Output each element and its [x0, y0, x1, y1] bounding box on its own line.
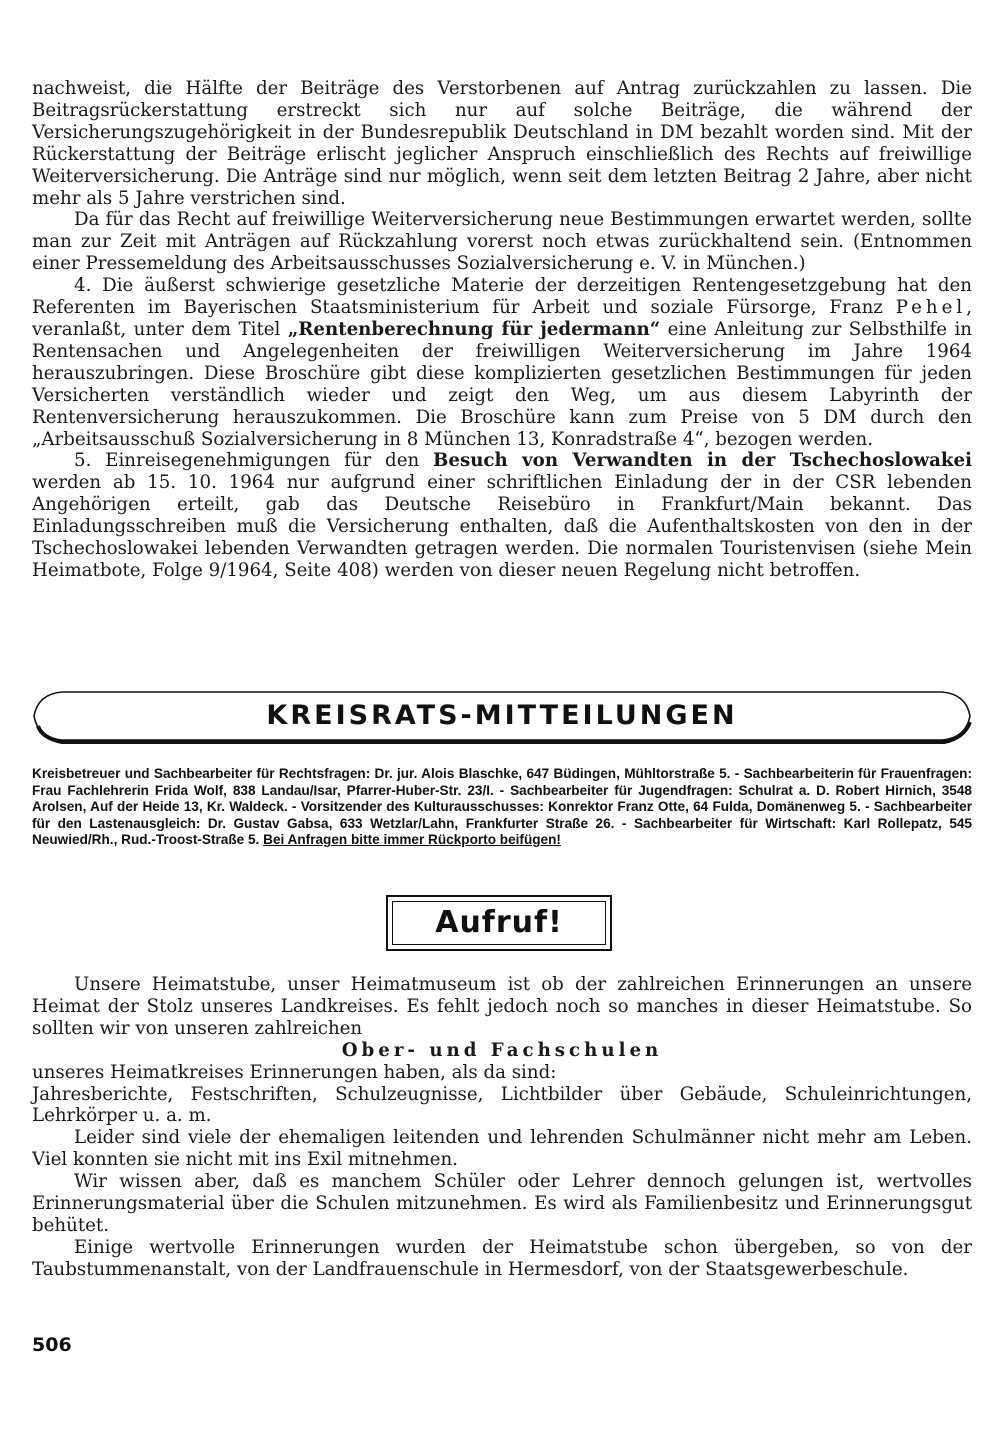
author-name: Pehel	[895, 297, 967, 319]
council-contacts: Kreisbetreuer und Sachbearbeiter für Rechtsfragen: Dr. jur. Alois Blaschke, 647 Büdingen, Mühltorstraße 5. - Sachbearbeiterin für Frauenfragen: Frau Fachlehrerin Frida Wolf, 838 Landau/Isar, Pfarrer-Huber-Str. 23/I. - Sachbearbeiter für Jugendfragen: Schulrat a. D. Robert Hirnich, 3548 Arolsen, Auf der Heide 13, Kr. Waldeck. - Vorsitzender des Kulturausschusses: Konrektor Franz Otte, 64 Fulda, Domänenweg 5. - Sachbearbeiter für den Lastenausgleich: Dr. Gustav Gabsa, 633 Wetzlar/Lahn, Frankfurter Straße 26. - Sachbearbeiter für Wirtschaft: Karl Rollepatz, 545 Neuwied/Rh., Rud.-Troost-Straße 5. Bei Anfragen bitte immer Rückporto beifügen!	[32, 766, 972, 848]
topic-burden-sharing: Lastenausgleich:	[89, 815, 201, 831]
appeal-paragraph-4: Leider sind viele der ehemaligen leitenden und lehrenden Schulmänner nicht mehr am Leben. Viel konnten sie nicht mit ins Exil mitnehmen.	[32, 1127, 972, 1171]
topic-culture: Kulturausschusses:	[413, 799, 544, 815]
topic-economy: Wirtschaft:	[765, 815, 837, 831]
appeal-heading: Aufruf!	[435, 905, 563, 940]
topic-women: Frauenfragen:	[880, 766, 972, 781]
banner-title: KREISRATS-MITTEILUNGEN	[266, 700, 738, 731]
appeal-subheading: Ober- und Fachschulen	[341, 1039, 663, 1061]
paragraph-visas: 5. Einreisegenehmigungen für den Besuch von Verwandten in der Tschechoslowakei werden ab 15. 10. 1964 nur aufgrund einer schriftlichen Einladung der in der CSR lebenden Angehörigen erteilt, gab das Deutsche Reisebüro in Frankfurt/Main bekannt. Das Einladungsschreiben muß die Versicherung enthalten, daß die Aufenthaltskosten von den in der Tschechoslowakei lebenden Verwandten getragen werden. Die normalen Touristenvisen (siehe Mein Heimatbote, Folge 9/1964, Seite 408) werden von dieser neuen Regelung nicht betroffen.	[32, 450, 972, 581]
topic-legal: Rechtsfragen:	[278, 766, 371, 781]
topic-youth: Jugendfragen:	[638, 782, 733, 798]
section-banner	[32, 688, 972, 744]
postage-note: Bei Anfragen bitte immer Rückporto beifügen!	[263, 832, 561, 848]
appeal-section	[32, 974, 972, 1281]
article-continuation	[32, 78, 972, 582]
article-body	[32, 78, 972, 582]
appeal-paragraph-6: Einige wertvolle Erinnerungen wurden der Heimatstube schon übergeben, so von der Taubstummenanstalt, von der Landfrauenschule in Hermesdorf, von der Staatsgewerbeschule.	[32, 1236, 972, 1280]
paragraph-caution: Da für das Recht auf freiwillige Weiterversicherung neue Bestimmungen erwartet werden, sollte man zur Zeit mit Anträgen auf Rückzahlung vorerst noch etwas zurückhaltend sein. (Entnommen einer Pressemeldung des Arbeitsausschusses Sozialversicherung e. V. in München.)	[32, 209, 972, 275]
appeal-paragraph-5: Wir wissen aber, daß es manchem Schüler oder Lehrer dennoch gelungen ist, wertvolles Erinnerungsmaterial über die Schulen mitzunehmen. Es wird als Familienbesitz und Erinnerungsgut behütet.	[32, 1171, 972, 1236]
brochure-title: „Rentenberechnung für jedermann“	[287, 318, 661, 340]
appeal-paragraph-2: unseres Heimatkreises Erinnerungen haben, als da sind:	[32, 1061, 557, 1083]
appeal-heading-box	[386, 895, 612, 951]
appeal-paragraph-3: Jahresberichte, Festschriften, Schulzeugnisse, Lichtbilder über Gebäude, Schuleinrichtungen, Lehrkörper u. a. m.	[32, 1083, 972, 1127]
visa-topic: Besuch von Verwandten in der Tschechoslowakei	[433, 450, 972, 472]
appeal-body	[32, 974, 972, 1281]
paragraph-refund: nachweist, die Hälfte der Beiträge des Verstorbenen auf Antrag zurückzahlen zu lassen. Die Beitragsrückerstattung erstreckt sich nur auf solche Beiträge, die während der Versicherungszugehörigkeit in der Bundesrepublik Deutschland in DM bezahlt worden sind. Mit der Rückerstattung der Beiträge erlischt jeglicher Anspruch einschließlich des Rechts auf freiwillige Weiterversicherung. Die Anträge sind nur möglich, wenn seit dem letzten Beitrag 2 Jahre, aber nicht mehr als 5 Jahre verstrichen sind.	[32, 78, 972, 209]
appeal-paragraph-1: Unsere Heimatstube, unser Heimatmuseum ist ob der zahlreichen Erinnerungen an unsere Heimat der Stolz unseres Landkreises. Es fehlt jedoch noch so manches in dieser Heimatstube. So sollten wir von unseren zahlreichen	[32, 974, 972, 1039]
page-number: 506	[32, 1334, 72, 1356]
paragraph-brochure: 4. Die äußerst schwierige gesetzliche Materie der derzeitigen Rentengesetzgebung hat den Referenten im Bayerischen Staatsministerium für Arbeit und soziale Fürsorge, Franz Pehel, veranlaßt, unter dem Titel „Rentenberechnung für jedermann“ eine Anleitung zur Selbsthilfe in Rentensachen und Angelegenheiten der freiwilligen Weiterversicherung im Jahre 1964 herauszubringen. Diese Broschüre gibt diese komplizierten gesetzlichen Bestimmungen für jeden Versicherten verständlich wieder und zeigt den Weg, um aus diesem Labyrinth der Rentenversicherung herauszukommen. Die Broschüre kann zum Preise von 5 DM durch den „Arbeitsausschuß Sozialversicherung in 8 München 13, Konradstraße 4“, bezogen werden.	[32, 275, 972, 450]
